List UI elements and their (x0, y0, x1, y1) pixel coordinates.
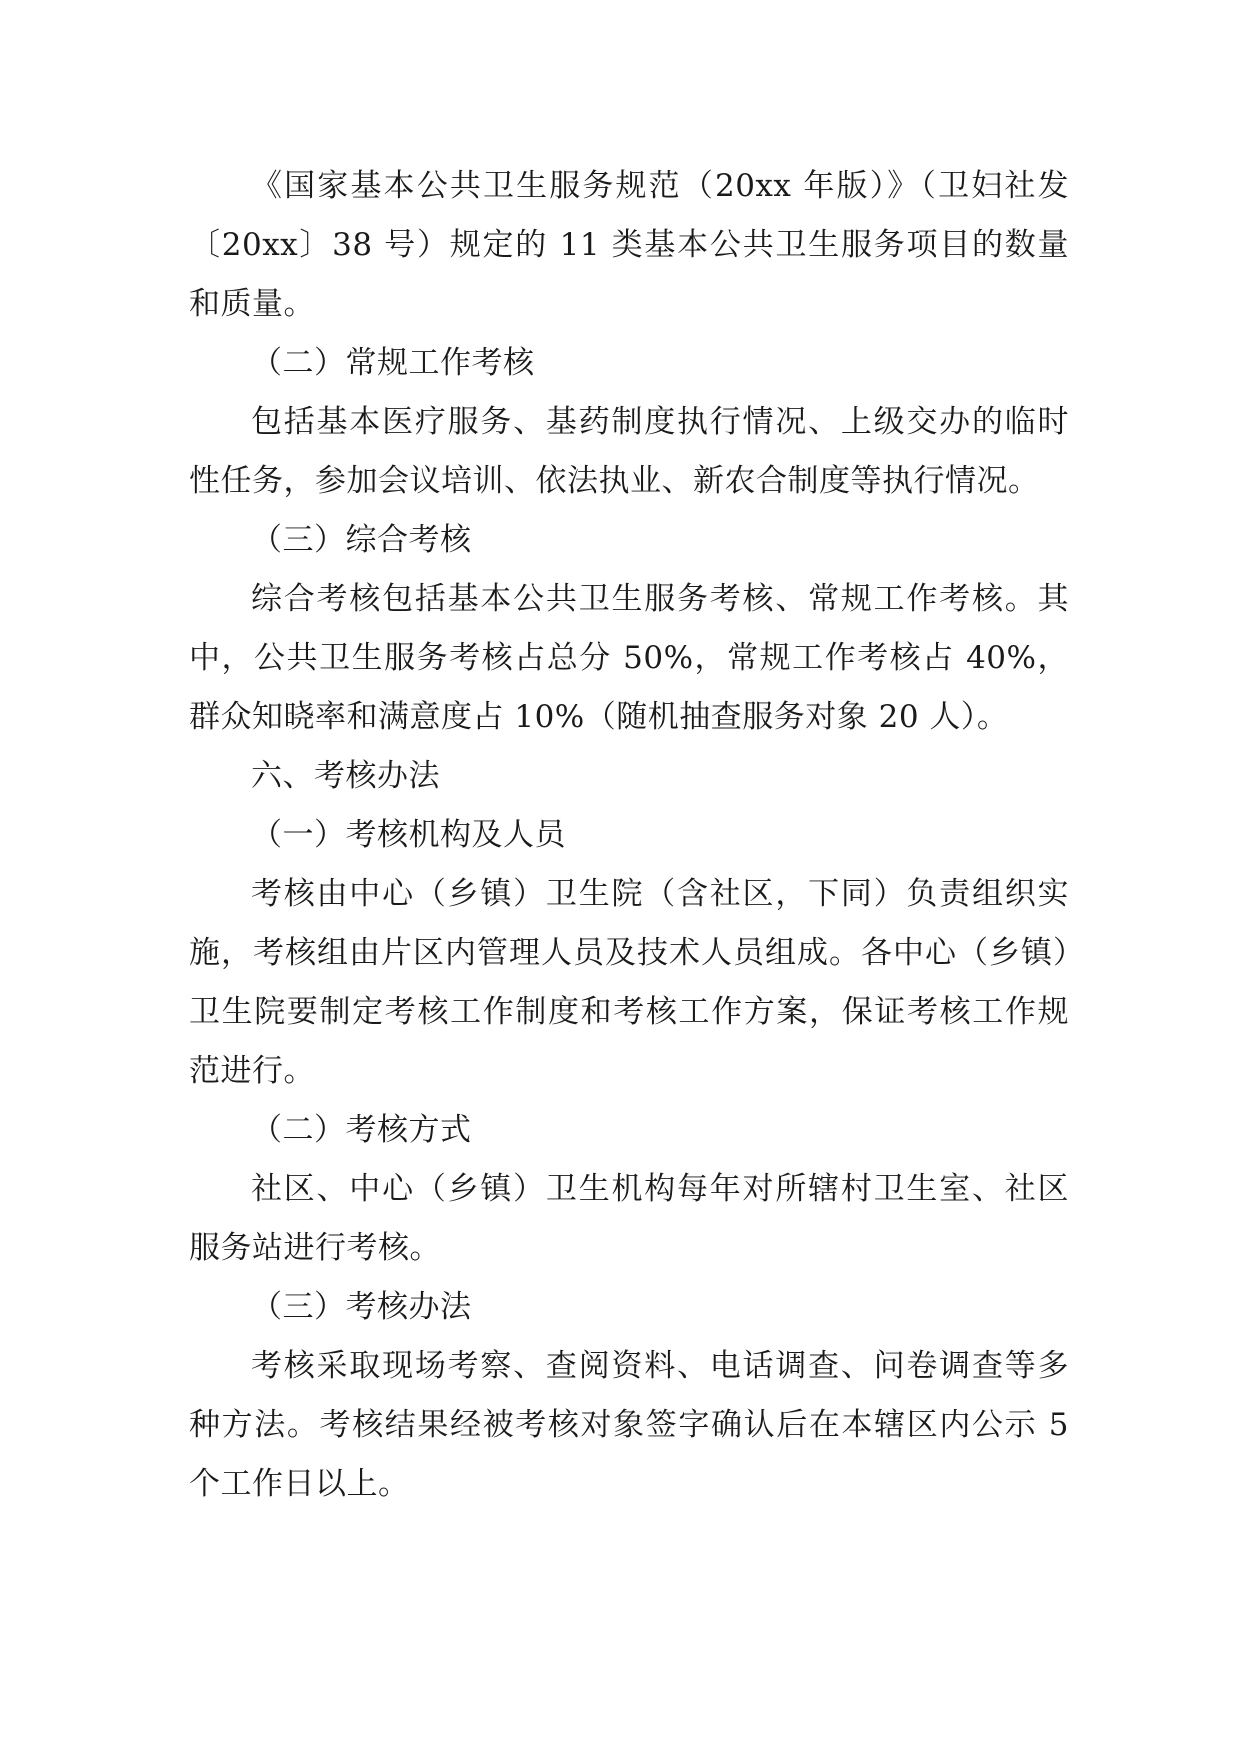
heading-assessment-approach: （二）考核方式 (251, 1112, 472, 1148)
heading-assessment-methods-section: 六、考核办法 (251, 758, 440, 794)
heading-assessment-procedure: （三）考核办法 (251, 1289, 472, 1325)
paragraph-service-standard: 《国家基本公共卫生服务规范（20xx 年版）》（卫妇社发〔20xx〕38 号）规定的 11 类基本公共卫生服务项目的数量和质量。 (189, 168, 1069, 322)
heading-routine-assessment: （二）常规工作考核 (251, 345, 535, 381)
paragraph-assessment-approach: 社区、中心（乡镇）卫生机构每年对所辖村卫生室、社区服务站进行考核。 (189, 1171, 1069, 1266)
heading-comprehensive-assessment: （三）综合考核 (251, 522, 472, 558)
heading-assessment-agency: （一）考核机构及人员 (251, 817, 566, 853)
paragraph-assessment-agency: 考核由中心（乡镇）卫生院（含社区，下同）负责组织实施，考核组由片区内管理人员及技术人员组成。各中心（乡镇）卫生院要制定考核工作制度和考核工作方案，保证考核工作规范进行。 (189, 876, 1069, 1089)
paragraph-assessment-procedure: 考核采取现场考察、查阅资料、电话调查、问卷调查等多种方法。考核结果经被考核对象签字确认后在本辖区内公示 5 个工作日以上。 (189, 1348, 1069, 1502)
paragraph-routine-assessment: 包括基本医疗服务、基药制度执行情况、上级交办的临时性任务，参加会议培训、依法执业、新农合制度等执行情况。 (189, 404, 1069, 499)
paragraph-comprehensive-assessment: 综合考核包括基本公共卫生服务考核、常规工作考核。其中，公共卫生服务考核占总分 50%，常规工作考核占 40%，群众知晓率和满意度占 10%（随机抽查服务对象 20 人）。 (189, 581, 1069, 735)
document-body (189, 157, 1069, 1514)
